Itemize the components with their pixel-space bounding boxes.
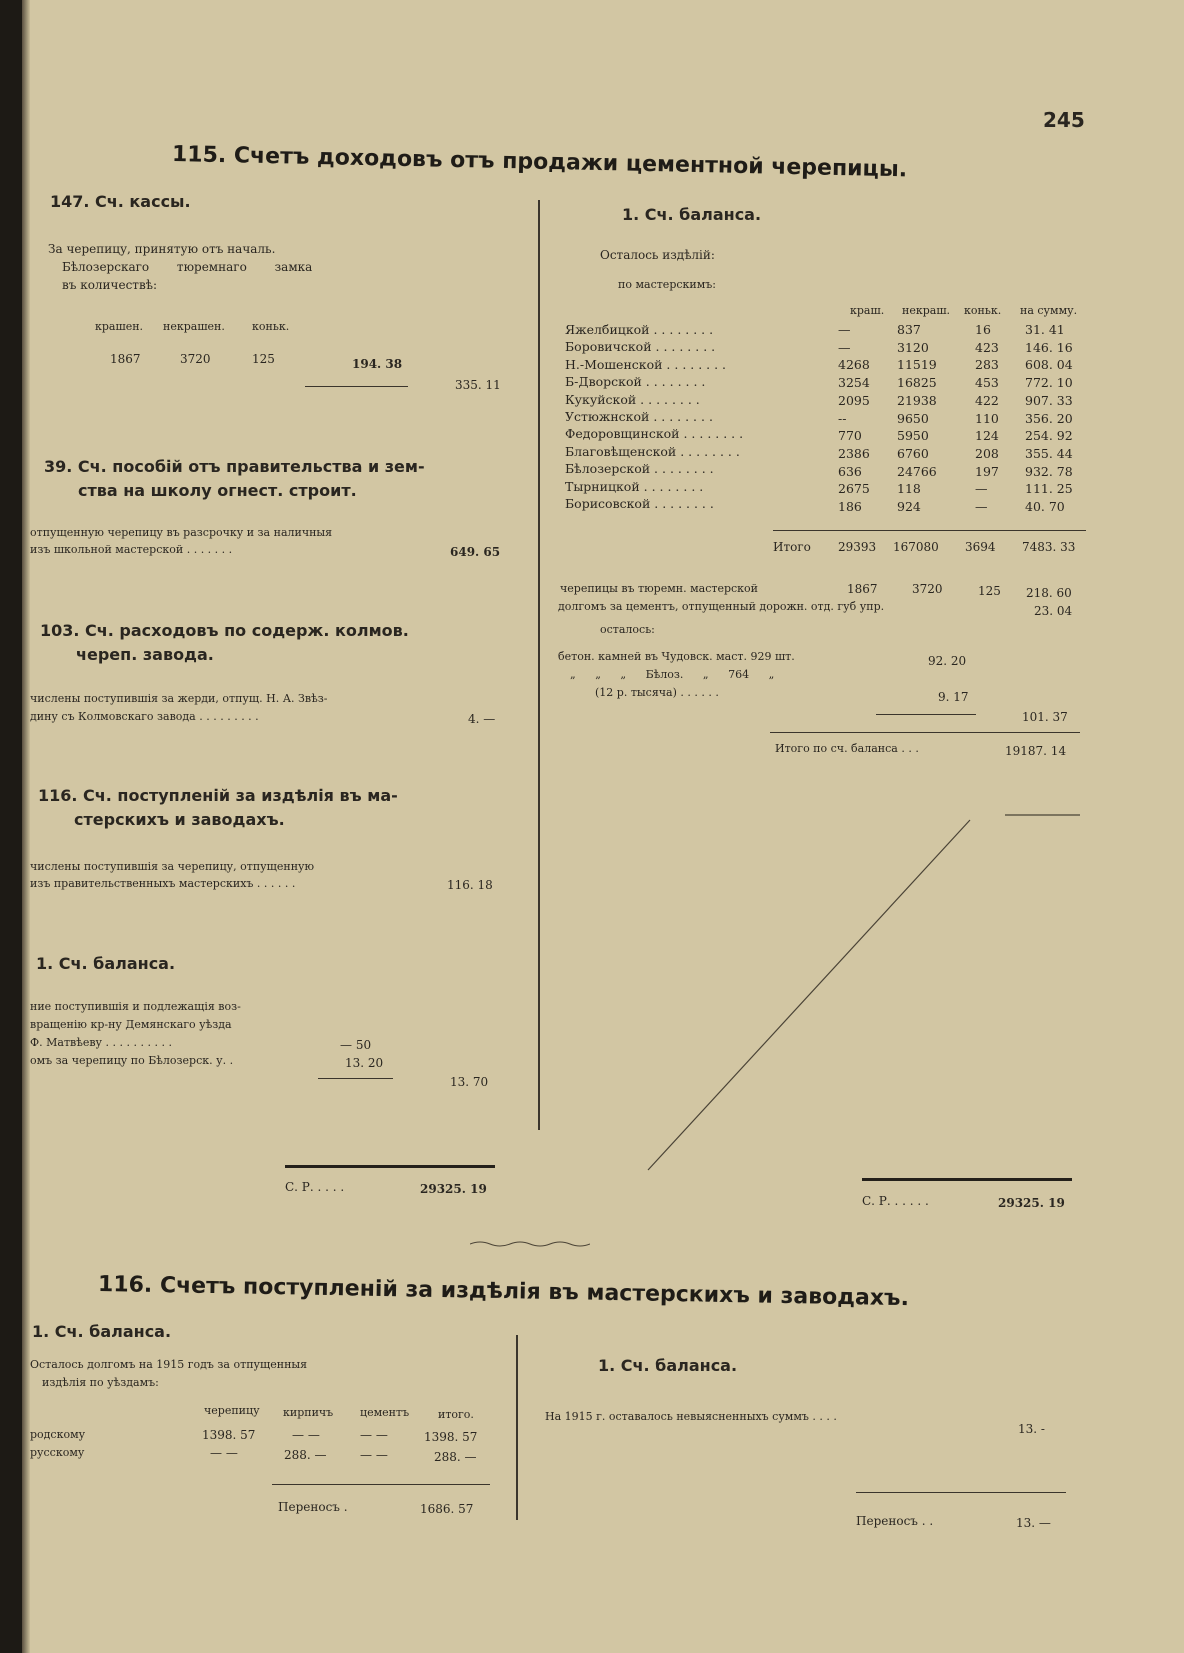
right-col-nekrash: некраш. <box>902 304 951 317</box>
right-row-sum-value: 355. 44 <box>1025 445 1073 461</box>
right-row-workshop-name: Кукуйской . . . <box>565 392 700 407</box>
right-itogo-k: 29393 <box>838 540 877 554</box>
s116-left-perenos-label: Переносъ . <box>278 1500 348 1514</box>
right-itogo-rule <box>773 530 1086 531</box>
right-row-nekrash-value: 24766 <box>897 463 937 479</box>
right-row-krash-value: — <box>838 322 851 337</box>
right-row-sum-value: 932. 78 <box>1025 463 1073 479</box>
s116-col-4: итого. <box>438 1408 474 1421</box>
kassa-val-3: 125 <box>252 352 275 366</box>
right-row-krash-value: 2675 <box>838 481 870 497</box>
itogo-bal-label: Итого по сч. баланса . . . <box>775 742 919 755</box>
right-row-nekrash-value: 118 <box>897 481 921 497</box>
postupl-total: 116. 18 <box>447 878 493 892</box>
balans-left-text-1: ние поступившія и подлежащія воз- <box>30 1000 241 1013</box>
left-sr-label: С. Р. . . . . <box>285 1180 345 1194</box>
s116-right-perenos-value: 13. — <box>1016 1516 1051 1530</box>
s116-row-2-c: — — <box>360 1448 388 1462</box>
right-row-konk-value: 208 <box>975 445 999 461</box>
right-row-workshop-name: Бѣлозерской . . . <box>565 461 714 476</box>
right-row-nekrash-value: 6760 <box>897 445 929 461</box>
right-row-krash-value: 636 <box>838 463 862 479</box>
right-row-workshop-name: Боровичской . . . <box>565 339 715 354</box>
beton-total: 101. 37 <box>1022 710 1068 724</box>
right-row-nekrash-value: 11519 <box>897 357 937 373</box>
right-sr-label: С. Р. . . . . . <box>862 1194 929 1208</box>
page-number: 245 <box>1043 108 1085 132</box>
kassa-val-2: 3720 <box>180 352 211 366</box>
s116-left-text-2: издѣлія по уѣздамъ: <box>42 1376 159 1389</box>
balans-left-text-3: Ф. Матвѣеву . . . . . . . . . . <box>30 1036 172 1049</box>
right-text-1: Осталось издѣлій: <box>600 248 715 262</box>
balans-left-val-3: — 50 <box>340 1038 372 1052</box>
right-row-konk-value: 453 <box>975 375 999 391</box>
s116-col-1: черепицу <box>204 1404 260 1417</box>
kassa-col-2: некрашен. <box>163 320 225 333</box>
tyurm-s: 218. 60 <box>1026 586 1072 600</box>
left-sr-rule <box>285 1165 495 1168</box>
right-row-konk-value: 422 <box>975 392 999 408</box>
tyurm-n: 3720 <box>912 582 943 596</box>
right-row-konk-value: — <box>975 499 988 514</box>
s116-row-1-c: — — <box>360 1428 388 1442</box>
beton-3-text: (12 р. тысяча) . . . . . . <box>595 686 719 699</box>
s116-row-1-b: — — <box>292 1428 320 1442</box>
right-row-workshop-name: Борисовской . . . <box>565 496 714 511</box>
section-115-title: 115. Счетъ доходовъ отъ продажи цементной черепицы. <box>171 142 908 183</box>
postupl-heading-2: стерскихъ и заводахъ. <box>74 810 285 829</box>
right-col-konk: коньк. <box>964 304 1002 317</box>
balans-left-text-4: омъ за черепицу по Бѣлозерск. у. . <box>30 1054 234 1067</box>
itogo-bal-s: 19187. 14 <box>1005 744 1067 758</box>
s116-row-2-a: — — <box>210 1446 238 1460</box>
kassa-text-2: Бѣлозерскаго тюремнаго замка <box>62 260 313 274</box>
beton-3-s: 9. 17 <box>938 690 969 704</box>
kassa-text-3: въ количествѣ: <box>62 278 157 292</box>
postupl-text-1: числены поступившія за черепицу, отпущенную <box>30 860 315 873</box>
beton-1-s: 92. 20 <box>928 654 967 668</box>
right-col-summa: на сумму. <box>1020 304 1078 317</box>
beton-1-text: бетон. камней въ Чудовск. маст. 929 шт. <box>558 650 795 663</box>
right-row-konk-value: 423 <box>975 339 999 355</box>
page-gutter-shadow <box>22 0 30 1653</box>
beton-2-text: „ „ „ Бѣлоз. „ 764 „ <box>570 668 775 681</box>
s116-row-2-name: русскому <box>30 1446 85 1459</box>
raskhod-total: 4. — <box>468 712 496 726</box>
right-row-workshop-name: Яжелбицкой . . . <box>565 322 713 337</box>
book-spine <box>0 0 22 1653</box>
s116-right-rule <box>856 1492 1066 1493</box>
right-sr-rule <box>862 1178 1072 1181</box>
balans-left-rule <box>318 1078 393 1079</box>
right-row-konk-value: 197 <box>975 463 999 479</box>
s116-right-text: На 1915 г. оставалось невыясненныхъ суммъ . . . . <box>545 1410 837 1423</box>
section-separator <box>470 1240 590 1248</box>
dolg-text: долгомъ за цементъ, отпущенный дорожн. отд. губ упр. <box>558 600 885 613</box>
s116-right-perenos-label: Переносъ . . <box>856 1514 934 1528</box>
right-row-workshop-name: Н.-Мошенской . . . <box>565 357 726 372</box>
right-row-konk-value: 110 <box>975 410 999 426</box>
right-row-krash-value: 4268 <box>838 357 870 373</box>
balans-left-val-4: 13. 20 <box>345 1056 384 1070</box>
s116-left-rule <box>272 1484 490 1485</box>
right-row-sum-value: 356. 20 <box>1025 410 1073 426</box>
raskhod-heading-2: череп. завода. <box>76 645 214 664</box>
right-row-workshop-name: Благовѣщенской . . . <box>565 444 740 459</box>
right-row-konk-value: 124 <box>975 428 999 444</box>
right-row-krash-value: 186 <box>838 499 862 514</box>
right-row-nekrash-value: 9650 <box>897 410 929 426</box>
right-row-konk-value: 283 <box>975 357 999 373</box>
raskhod-heading-1: 103. Сч. расходовъ по содерж. колмов. <box>40 621 409 640</box>
s116-row-1-name: родскому <box>30 1428 86 1441</box>
right-row-workshop-name: Устюжнской . . . <box>565 409 713 424</box>
right-row-nekrash-value: 5950 <box>897 428 929 444</box>
s116-right-heading: 1. Сч. баланса. <box>598 1356 738 1375</box>
section-116-title: 116. Счетъ поступленій за издѣлія въ мастерскихъ и заводахъ. <box>97 1272 910 1312</box>
s116-row-1-t: 1398. 57 <box>424 1430 478 1444</box>
kassa-heading: 147. Сч. кассы. <box>50 192 191 211</box>
column-divider-116 <box>516 1335 518 1520</box>
right-itogo-label: Итого <box>773 540 811 554</box>
right-row-sum-value: 772. 10 <box>1025 375 1073 391</box>
s116-col-2: кирпичъ <box>283 1406 334 1419</box>
kassa-total: 335. 11 <box>455 378 501 392</box>
right-row-sum-value: 608. 04 <box>1025 357 1073 373</box>
s116-row-1-a: 1398. 57 <box>202 1428 256 1442</box>
beton-rule <box>876 714 976 715</box>
right-row-workshop-name: Тырницкой . . . <box>565 479 703 494</box>
right-row-krash-value: 2386 <box>838 445 870 461</box>
right-col-krash: краш. <box>850 304 885 317</box>
s116-row-2-t: 288. — <box>434 1450 477 1464</box>
right-row-nekrash-value: 837 <box>897 322 921 337</box>
tyurm-c: 125 <box>978 584 1001 598</box>
s116-left-perenos-value: 1686. 57 <box>420 1502 474 1516</box>
s116-left-heading: 1. Сч. баланса. <box>32 1322 172 1341</box>
s116-row-2-b: 288. — <box>284 1448 327 1462</box>
right-row-workshop-name: Федоровщинской . . . <box>565 426 743 441</box>
kassa-text-1: За черепицу, принятую отъ началь. <box>48 242 276 256</box>
postupl-heading-1: 116. Сч. поступленій за издѣлія въ ма- <box>38 786 398 805</box>
dolg-s: 23. 04 <box>1034 604 1073 618</box>
right-row-sum-value: 111. 25 <box>1025 481 1073 497</box>
right-row-krash-value: — <box>838 339 851 355</box>
right-row-krash-value: -- <box>838 410 847 426</box>
postupl-text-2: изъ правительственныхъ мастерскихъ . . . . . . <box>30 877 296 890</box>
raskhod-text-1: числены поступившія за жерди, отпущ. Н. А. Звѣз- <box>30 692 328 705</box>
ostalos-label: осталось: <box>600 623 655 636</box>
right-row-nekrash-value: 924 <box>897 499 921 514</box>
right-row-nekrash-value: 16825 <box>897 375 937 391</box>
s116-left-text-1: Осталось долгомъ на 1915 годъ за отпущенныя <box>30 1358 308 1371</box>
posobiy-text-1: отпущенную черепицу въ разсрочку и за наличныя <box>30 526 333 539</box>
raskhod-text-2: дину съ Колмовскаго завода . . . . . . . . . <box>30 710 259 723</box>
tyurm-k: 1867 <box>847 582 878 596</box>
right-text-2: по мастерскимъ: <box>618 278 716 291</box>
right-itogo-c: 3694 <box>965 540 996 554</box>
right-row-sum-value: 40. 70 <box>1025 499 1065 514</box>
s116-col-3: цементъ <box>360 1406 410 1419</box>
right-row-krash-value: 770 <box>838 428 862 444</box>
kassa-col-1: крашен. <box>95 320 144 333</box>
column-divider <box>538 200 540 1130</box>
posobiy-heading-1: 39. Сч. пособій отъ правительства и зем- <box>44 457 425 476</box>
right-row-konk-value: — <box>975 481 988 497</box>
right-row-sum-value: 907. 33 <box>1025 392 1073 408</box>
right-row-sum-value: 146. 16 <box>1025 339 1073 355</box>
tyurm-text: черепицы въ тюремн. мастерской <box>560 582 759 595</box>
right-row-krash-value: 3254 <box>838 375 870 391</box>
kassa-col-3: коньк. <box>252 320 290 333</box>
right-bal-rule <box>770 732 1080 733</box>
kassa-sum: 194. 38 <box>352 357 403 371</box>
kassa-val-1: 1867 <box>110 352 141 366</box>
right-row-sum-value: 31. 41 <box>1025 322 1065 337</box>
left-sr-value: 29325. 19 <box>420 1182 487 1196</box>
right-row-nekrash-value: 21938 <box>897 392 937 408</box>
right-itogo-s: 7483. 33 <box>1022 540 1076 554</box>
right-row-nekrash-value: 3120 <box>897 339 929 355</box>
right-sr-value: 29325. 19 <box>998 1196 1065 1210</box>
posobiy-text-2: изъ школьной мастерской . . . . . . . <box>30 543 233 556</box>
balans-left-total: 13. 70 <box>450 1075 489 1089</box>
balancing-diagonal-line <box>640 800 1080 1180</box>
right-row-workshop-name: Б-Дворской . . . <box>565 374 705 389</box>
balans-left-heading: 1. Сч. баланса. <box>36 954 176 973</box>
kassa-sum-rule <box>305 386 408 387</box>
right-row-konk-value: 16 <box>975 322 991 337</box>
posobiy-heading-2: ства на школу огнест. строит. <box>78 481 357 500</box>
balans-left-text-2: вращенію кр-ну Демянскаго уѣзда <box>30 1018 232 1031</box>
posobiy-total: 649. 65 <box>450 545 501 559</box>
right-row-sum-value: 254. 92 <box>1025 428 1073 444</box>
balans-right-heading: 1. Сч. баланса. <box>622 205 762 224</box>
s116-right-value: 13. - <box>1018 1422 1045 1436</box>
right-itogo-n: 167080 <box>893 540 939 554</box>
right-row-krash-value: 2095 <box>838 392 870 408</box>
